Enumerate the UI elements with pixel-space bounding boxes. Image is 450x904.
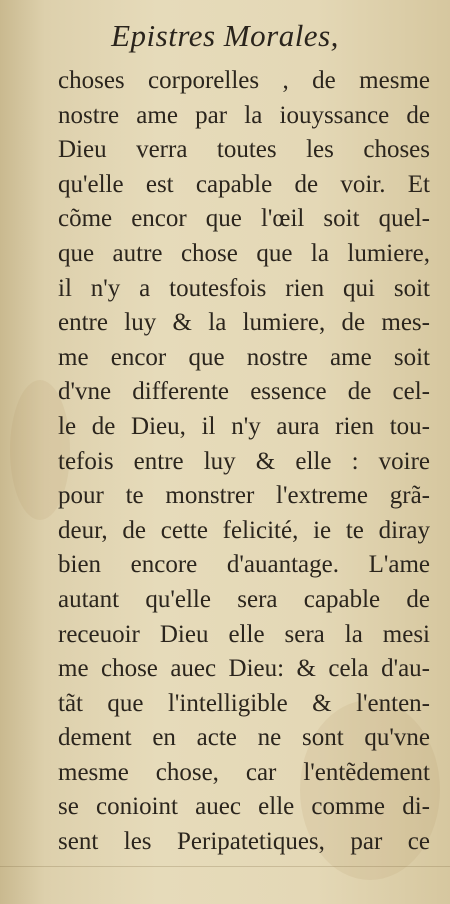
text-line: se conioint auec elle comme di- — [58, 793, 430, 821]
text-line: le de Dieu, il n'y aura rien tou- — [58, 412, 430, 440]
text-line: tãt que l'intelligible & l'enten- — [58, 689, 430, 717]
text-line: autant qu'elle sera capable de — [58, 585, 430, 613]
paper-crease — [0, 866, 450, 867]
text-line: receuoir Dieu elle sera la mesi — [58, 620, 430, 648]
text-line: nostre ame par la iouyssance de — [58, 101, 430, 129]
running-title: Epistres Morales, — [111, 18, 339, 53]
text-line: cõme encor que l'œil soit quel- — [58, 205, 430, 233]
text-line: deur, de cette felicité, ie te diray — [58, 516, 430, 544]
text-line: Dieu verra toutes les choses — [58, 136, 430, 164]
text-line: il n'y a toutesfois rien qui soit — [58, 274, 430, 302]
text-line: pour te monstrer l'extreme grã- — [58, 482, 430, 510]
text-line: mesme chose, car l'entẽdement — [58, 758, 430, 786]
body-text — [58, 64, 430, 860]
text-line: me chose auec Dieu: & cela d'au- — [58, 655, 430, 683]
text-line: que autre chose que la lumiere, — [58, 239, 430, 267]
text-line: dement en acte ne sont qu'vne — [58, 724, 430, 752]
text-line: choses corporelles , de mesme — [58, 67, 430, 94]
text-line: qu'elle est capable de voir. Et — [58, 170, 430, 198]
text-line: d'vne differente essence de cel- — [58, 378, 430, 406]
text-line: sent les Peripatetiques, par ce — [58, 828, 430, 856]
text-line: entre luy & la lumiere, de mes- — [58, 309, 430, 337]
text-line: bien encore d'auantage. L'ame — [58, 551, 430, 579]
text-line: me encor que nostre ame soit — [58, 343, 430, 371]
text-line: tefois entre luy & elle : voire — [58, 447, 430, 475]
